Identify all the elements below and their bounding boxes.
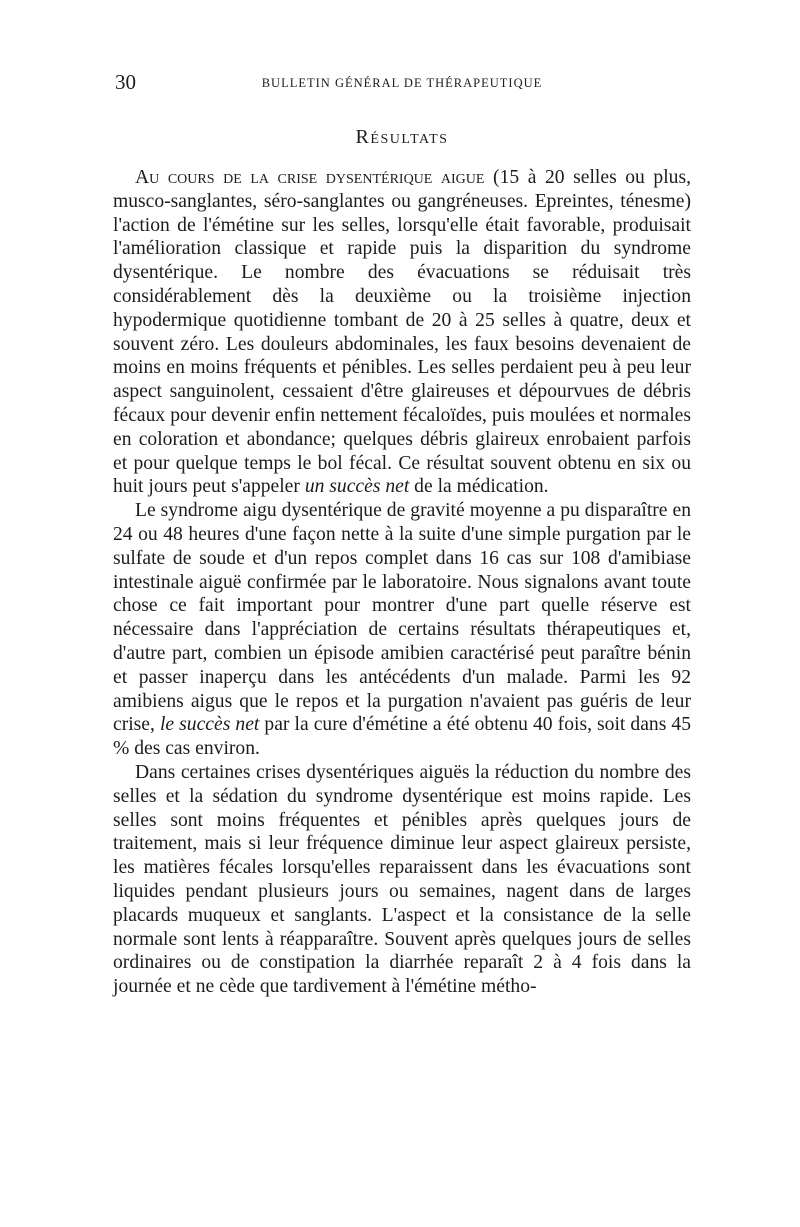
page-header [113, 70, 691, 100]
paragraph-2-text-a: Le syndrome aigu dysentérique de gravité moyenne a pu disparaître en 24 ou 48 heures d'une façon nette à la suite d'une simple purgation par le sulfate de soude et d'un repos complet dans 16 cas sur 108 d'amibiase intestinale aiguë confirmée par le laboratoire. Nous signalons avant toute chose ce fait important pour montrer d'une part quelle réserve est nécessaire dans l'appréciation de certains résultats thérapeutiques et, d'autre part, combien un épisode amibien caractérisé peut paraître bénin et passer inaperçu dans les antécédents d'un malade. Parmi les 92 amibiens aigus que le repos et la purgation n'avaient pas guéris de leur crise, [113, 500, 691, 736]
body-text [113, 166, 691, 999]
paragraph-1-italic: un succès net [304, 476, 410, 498]
paragraph-1 [113, 166, 691, 499]
paragraph-2-text-b: par la cure d'émétine a été obtenu 40 fois, soit dans 45 % des cas environ. [113, 714, 692, 760]
paragraph-2-italic: le succès net [159, 714, 260, 736]
paragraph-1-lead: Au cours de la crise dysentérique aigue [135, 167, 485, 188]
paragraph-1-text-b: de la médication. [409, 476, 549, 498]
page-number: 30 [115, 70, 136, 94]
running-title: BULLETIN GÉNÉRAL DE THÉRAPEUTIQUE [261, 76, 543, 90]
paragraph-2 [113, 499, 691, 761]
section-title: Résultats [355, 126, 449, 148]
paragraph-3-text-a: Dans certaines crises dysentériques aiguës la réduction du nombre des selles et la sédation du syndrome dysentérique est moins rapide. Les selles sont moins fréquentes et pénibles après quelques jours de traitement, mais si leur fréquence diminue leur aspect glaireux persiste, les matières fécales lorsqu'elles reparaissent dans les évacuations sont liquides pendant plusieurs jours ou semaines, nagent dans de larges placards muqueux et sanglants. L'aspect et la consistance de la selle normale sont lents à réapparaître. Souvent après quelques jours de selles ordinaires ou de constipation la diarrhée reparaît 2 à 4 fois dans la journée et ne cède que tardivement à l'émétine métho- [113, 761, 691, 998]
paragraph-3 [113, 761, 691, 999]
paragraph-1-text-a: (15 à 20 selles ou plus, musco-sanglantes, séro-sanglantes ou gangréneuses. Epreintes, ténesme) l'action de l'émétine sur les selles, lorsqu'elle était favorable, produisait l'amélioration classique et rapide puis la disparition du syndrome dysentérique. Le nombre des évacuations se réduisait très considérablement dès la deuxième ou la troisième injection hypodermique quotidienne tombant de 20 à 25 selles à quatre, deux et souvent zéro. Les douleurs abdominales, les faux besoins devenaient de moins en moins fréquents et pénibles. Les selles perdaient peu à peu leur aspect sanguinolent, cessaient d'être glaireuses et dépourvues de débris fécaux pour devenir enfin nettement fécaloïdes, puis moulées et normales en coloration et abondance; quelques débris glaireux enrobaient parfois et pour quelque temps le bol fécal. Ce résultat souvent obtenu en six ou huit jours peut s'appeler [113, 167, 691, 498]
